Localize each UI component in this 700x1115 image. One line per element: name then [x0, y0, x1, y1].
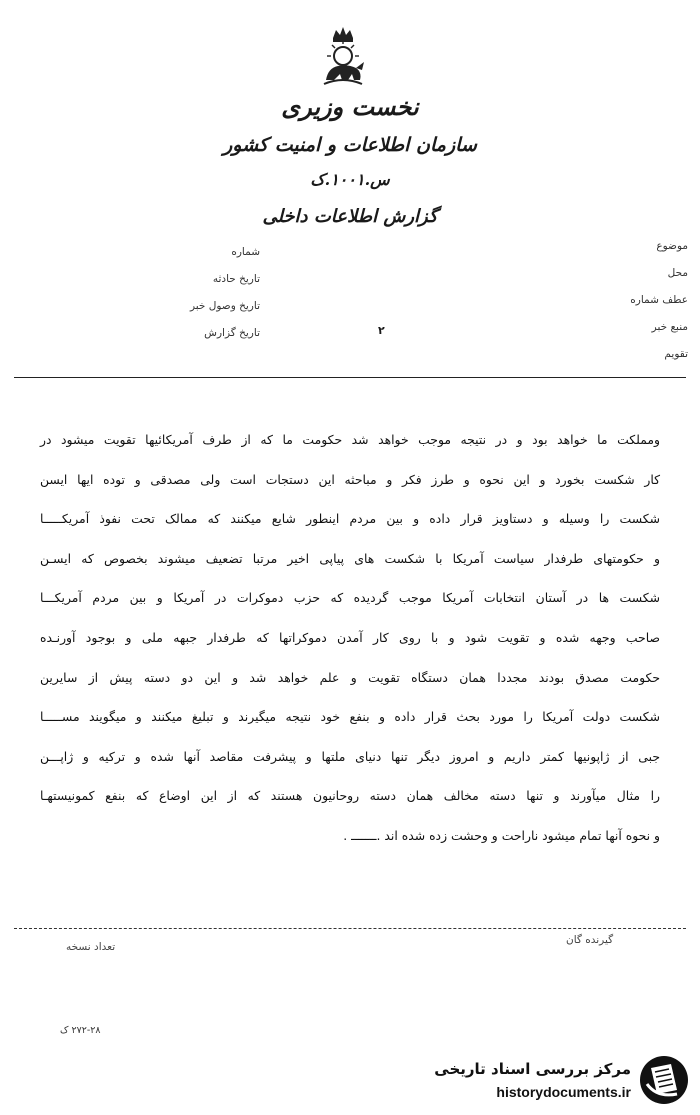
report-title: گزارش اطلاعات داخلی	[262, 206, 438, 227]
body-line: حکومت مصدق بودند مجددا همان دستگاه تقویت و علم خواهد شد و این دو دسته پیش از سایرین	[40, 669, 660, 685]
body-line: و نحوه آنها تمام میشود ناراحت و وحشت زده شده اند .ـــــــ .	[343, 827, 660, 843]
archive-url: historydocuments.ir	[496, 1084, 631, 1100]
body-line: صاحب وجهه شده و تقویت شود و با روی کار آمدن دموکراتها که طرفدار جبهه ملی و بوجود آورنـده	[40, 629, 660, 645]
lion-and-sun-emblem-icon	[318, 24, 368, 88]
office-title: نخست وزیری	[281, 92, 419, 121]
document-id: ۲۷۲-۲۸ ک	[60, 1025, 101, 1036]
body-line: و حکومتهای طرفدار سیاست آمریکا با شکست های پیاپی اخیر مرتبا تضعیف میشوند بخصوص که ایسـن	[40, 550, 660, 566]
body-line: شکست را وسیله و دستاویز قرار داده و بین مردم اینطور شایع میکنند که ممالک تحت نفوذ آمریکـــــا	[40, 511, 660, 527]
copies-count-label: تعداد نسخه	[66, 941, 116, 953]
report-body	[40, 420, 660, 856]
location-label: محل	[667, 267, 688, 279]
receivers-label: گیرنده گان	[566, 934, 614, 946]
event-date-label: تاریخ حادثه	[212, 273, 260, 285]
body-line: جبی از ژاپونیها کمتر داریم و امروز دیگر تنها دنیای ملتها و پیشرفت مقاصد آنها شده و ترکیه و ژاپـــن	[40, 748, 660, 764]
organization-title: سازمان اطلاعات و امنیت کشور	[223, 134, 477, 156]
footer-divider	[14, 928, 686, 929]
news-source-label: منبع خبر	[651, 321, 688, 333]
report-date-label: تاریخ گزارش	[204, 327, 260, 339]
assessment-label: تقویم	[664, 348, 688, 360]
body-line: شکست ها در آستان انتخابات آمریکا موجب گردیده که حزب دموکرات در آمریکا و بین مردم آمریکـــا	[40, 590, 660, 606]
body-line: کار شکست بخورد و این نحوه و طرز فکر و مباحثه این دستجات است ولی مصدقی و توده ایها ایسن	[40, 471, 660, 487]
archive-logo-icon	[637, 1054, 691, 1106]
subject-label: موضوع	[656, 240, 688, 252]
archive-watermark	[405, 1050, 695, 1110]
source-value: ۲	[378, 324, 385, 337]
body-line: شکست دولت آمریکا را مورد بحث قرار داده و بنفع خود نتیجه میگیرند و تبلیغ میکنند و میگویند مســـــا	[40, 709, 660, 725]
body-line: را مثال میآورند و تنها دسته مخالف همان دسته روحانیون هستند که از این اوضاع که بنفع کمونیستهـا	[40, 788, 660, 804]
body-line: ومملکت ما خواهد بود و در نتیجه موجب خواهد شد حکومت ما که از طرف آمریکائیها تقویت میشود در	[40, 432, 660, 447]
archive-name: مرکز بررسی اسناد تاریخی	[434, 1060, 631, 1078]
number-label: شماره	[231, 246, 260, 258]
header-divider	[14, 377, 686, 378]
receipt-date-label: تاریخ وصول خبر	[189, 300, 260, 312]
organization-code: س.۱۰۰۱.ک	[310, 170, 390, 189]
reference-number-label: عطف شماره	[630, 294, 688, 306]
